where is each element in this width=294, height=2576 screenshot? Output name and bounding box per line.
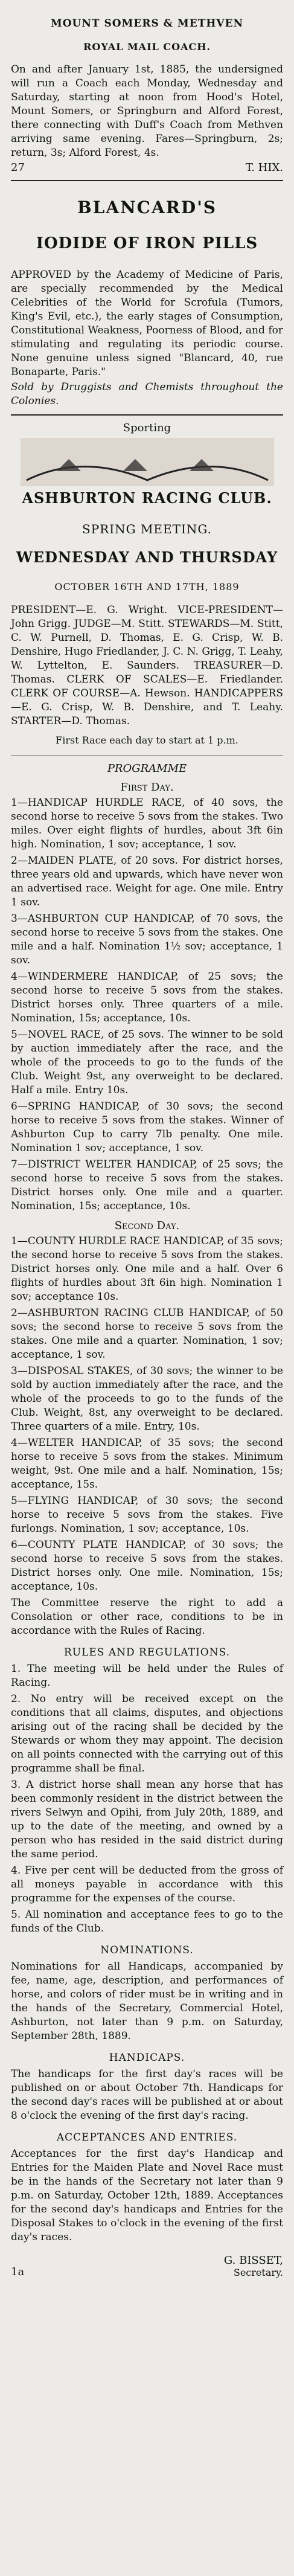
- list-item: 6—SPRING HANDICAP, of 30 sovs; the second horse to receive 5 sovs from the stakes. Winner of Ashburton Cup to carry 7lb penalty. One mile. Nomination 1 sov; acceptance, 1 sov.: [11, 1100, 283, 1154]
- day2-title: Second Day.: [114, 1219, 180, 1232]
- list-item: 2—MAIDEN PLATE, of 20 sovs. For district horses, three years old and upwards, which have never won an advertised race. Weight for age. One mile. Entry 1 sov.: [11, 855, 283, 908]
- programme-note: The Committee reserve the right to add a Consolation or other race, conditions to be in accordance with the Rules of Racing.: [11, 1597, 283, 1637]
- signature-role: Secretary.: [233, 2267, 283, 2278]
- programme-title: PROGRAMME: [107, 762, 187, 775]
- blancard-ad: [11, 198, 283, 408]
- club-name: ASHBURTON RACING CLUB.: [22, 489, 272, 507]
- coach-name: T. HIX.: [245, 161, 283, 174]
- list-item: 3. A district horse shall mean any horse that has been commonly resident in the district between the rivers Selwyn and Opihi, from July 20th, 1889, and up to the date of the meeting, and owned by a person who has resided in the said district during the same period.: [11, 1779, 283, 1860]
- racing-horses-icon: [21, 438, 274, 486]
- acceptances-body: Acceptances for the first day's Handicap and Entries for the Maiden Plate and Novel Race must be in the hands of the Secretary not later than 9 p.m. on Saturday, October 12th, 1889. Acceptances for the second day's handicaps and Entries for the Disposal Stakes to o'clock in the evening of the first day's races.: [11, 2148, 283, 2243]
- nominations-body: Nominations for all Handicaps, accompanied by fee, name, age, description, and performances of horse, and colors of rider must be in writing and in the hands of the Secretary, Commercial Hotel, Ashburton, not later than 9 p.m. on Saturday, September 28th, 1889.: [11, 1961, 283, 2042]
- list-item: 3—DISPOSAL STAKES, of 30 sovs; the winner to be sold by auction immediately after the race, and the whole of the proceeds to go to the funds of the Club. Weight, 8st, any overweight to be declared. Three quarters of a mile. Entry, 10s.: [11, 1365, 283, 1433]
- handicaps-body: The handicaps for the first day's races will be published on or about October 7th. Handicaps for the second day's races will be published at or about 8 o'clock the evening of the first day's racing.: [11, 2068, 283, 2122]
- list-item: 1—COUNTY HURDLE RACE HANDICAP, of 35 sovs; the second horse to receive 5 sovs from the stakes. District horses only. One mile and a half. Over 6 flights of hurdles about 3ft 6in high. Nomination 1 sov; acceptance 10s.: [11, 1235, 283, 1303]
- coach-body: On and after January 1st, 1885, the undersigned will run a Coach each Monday, Wednesday and Saturday, starting at noon from Hood's Hotel, Mount Somers, or Springburn and Alford Forest, there connecting with Duff's Coach from Methven arriving same evening. Fares—Springburn, 2s; return, 3s; Alford Forest, 4s.: [11, 63, 283, 159]
- day1-list: [11, 796, 283, 1213]
- meeting-title: SPRING MEETING.: [82, 522, 212, 536]
- coach-num: 27: [11, 161, 25, 174]
- club-officials: PRESIDENT—E. G. Wright. VICE-PRESIDENT—John Grigg. JUDGE—M. Stitt. STEWARDS—M. Stitt, C. W. Purnell, D. Thomas, E. G. Crisp, W. B. Denshire, Hugo Friedlander, J. C. N. Grigg, T. Leahy, W. Lyttelton, E. Saunders. TREASURER—D. Thomas. CLERK OF SCALES—E. Friedlander. CLERK OF COURSE—A. Hewson. HANDICAPPERS—E. G. Crisp, W. B. Denshire, and T. Leahy. STARTER—D. Thomas.: [11, 604, 283, 727]
- list-item: 5—NOVEL RACE, of 25 sovs. The winner to be sold by auction immediately after the race, and the whole of the proceeds to go to the funds of the Club. Weight 9st, any overweight to be declared. Half a mile. Entry 10s.: [11, 1029, 283, 1096]
- list-item: 2. No entry will be received except on the conditions that all claims, disputes, and objections arising out of the racing shall be decided by the Stewards or whom they may appoint. The decision on all points connected with the carrying out of this programme shall be final.: [11, 1693, 283, 1775]
- blancard-headline-2: IODIDE OF IRON PILLS: [36, 234, 258, 252]
- list-item: 4—WINDERMERE HANDICAP, of 25 sovs; the second horse to receive 5 sovs from the stakes. District horses only. Three quarters of a mile. Nomination, 15s; acceptance, 10s.: [11, 971, 283, 1024]
- signature-right: [224, 2254, 283, 2278]
- rules-list: [11, 1662, 283, 1936]
- horse-racing-illustration: [11, 438, 283, 486]
- divider: [11, 414, 283, 416]
- list-item: 4. Five per cent will be deducted from the gross of all moneys payable in accordance with this programme for the expenses of the course.: [11, 1865, 283, 1904]
- list-item: 7—DISTRICT WELTER HANDICAP, of 25 sovs; the second horse to receive 5 sovs from the stakes. District horses only. One mile and a quarter. Nomination, 15s; acceptance, 10s.: [11, 1158, 283, 1212]
- list-item: 1. The meeting will be held under the Rules of Racing.: [11, 1663, 283, 1689]
- coach-title-1: MOUNT SOMERS & METHVEN: [50, 18, 244, 30]
- list-item: 5. All nomination and acceptance fees to go to the funds of the Club.: [11, 1909, 283, 1935]
- race-dates: OCTOBER 16TH AND 17TH, 1889: [54, 581, 240, 593]
- signature-name: G. BISSET,: [223, 2254, 283, 2267]
- list-item: 2—ASHBURTON RACING CLUB HANDICAP, of 50 sovs; the second horse to receive 5 sovs from the stakes. One mile and a quarter. Nomination, 1 sov; acceptance, 1 sov.: [11, 1307, 283, 1361]
- coach-ad: [11, 0, 283, 174]
- sporting-label: Sporting: [123, 422, 171, 434]
- list-item: 3—ASHBURTON CUP HANDICAP, of 70 sovs, the second horse to receive 5 sovs from the stakes. One mile and a half. Nomination 1½ sov; acceptance, 1 sov.: [11, 913, 283, 966]
- signature-left: 1a: [11, 2266, 25, 2278]
- race-days: WEDNESDAY AND THURSDAY: [16, 548, 278, 566]
- list-item: 4—WELTER HANDICAP, of 35 sovs; the second horse to receive 5 sovs from the stakes. Minimum weight, 9st. One mile and a half. Nomination, 15s; acceptance, 15s.: [11, 1437, 283, 1491]
- divider: [11, 180, 283, 181]
- rules-title: RULES AND REGULATIONS.: [63, 1646, 231, 1659]
- list-item: 6—COUNTY PLATE HANDICAP, of 30 sovs; the second horse to receive 5 sovs from the stakes. District horses only. One mile. Nomination, 15s; acceptance, 10s.: [11, 1539, 283, 1593]
- secretary-signature: [11, 2254, 283, 2278]
- day1-title: First Day.: [120, 781, 174, 794]
- day2-list: [11, 1235, 283, 1594]
- blancard-footer: Sold by Druggists and Chemists throughout the Colonies.: [11, 381, 283, 407]
- list-item: 1—HANDICAP HURDLE RACE, of 40 sovs, the second horse to receive 5 sovs from the stakes. Two miles. Over eight flights of hurdles, about 3ft 6in high. Nomination, 1 sov; acceptance, 1 sov.: [11, 797, 283, 850]
- blancard-body: APPROVED by the Academy of Medicine of Paris, are specially recommended by the Medical Celebrities of the World for Scrofula (Tumors, King's Evil, etc.), the early stages of Consumption, Constitutional Weakness, Poorness of Blood, and for stimulating and regulating its periodic course. None genuine unless signed "Blancard, 40, rue Bonaparte, Paris.": [11, 269, 283, 378]
- nominations-title: NOMINATIONS.: [100, 1944, 194, 1956]
- coach-signoff: [11, 161, 283, 174]
- coach-title-2: ROYAL MAIL COACH.: [83, 41, 211, 53]
- list-item: 5—FLYING HANDICAP, of 30 sovs; the second horse to receive 5 sovs from the stakes. Five furlongs. Nomination, 1 sov; acceptance, 10s.: [11, 1495, 283, 1535]
- first-race-time: First Race each day to start at 1 p.m.: [56, 734, 238, 746]
- acceptances-title: ACCEPTANCES AND ENTRIES.: [56, 2131, 238, 2144]
- blancard-headline-1: BLANCARD'S: [77, 198, 217, 217]
- handicaps-title: HANDICAPS.: [109, 2052, 185, 2064]
